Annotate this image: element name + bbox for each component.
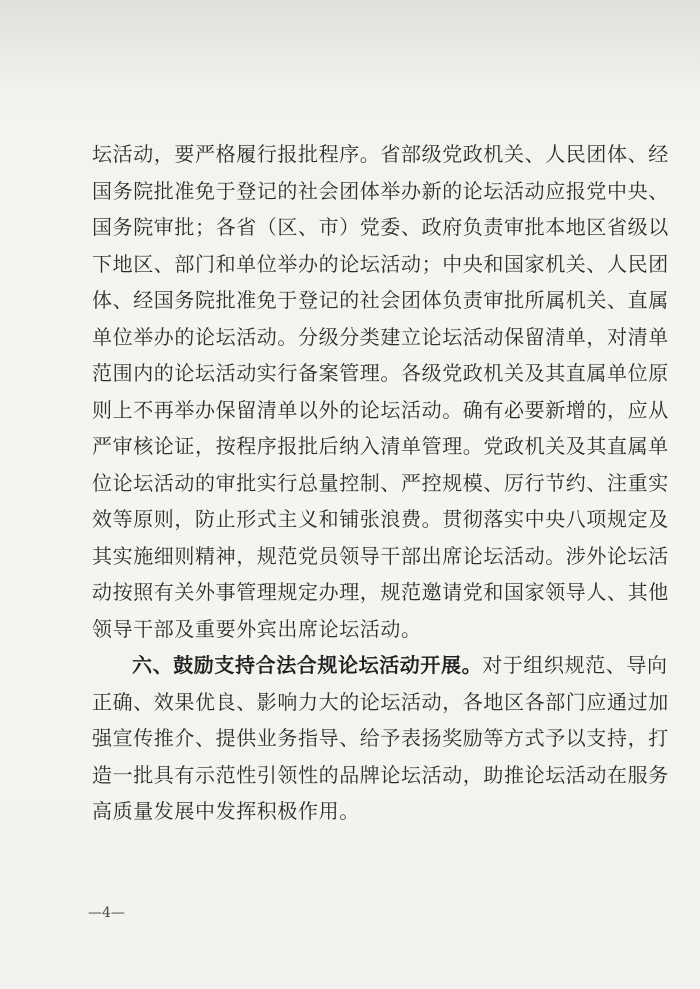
text-line: 体、经国务院批准免于登记的社会团体负责审批所属机关、直属 [92,288,669,312]
section-six-first-line [92,647,668,684]
body-text [92,136,669,830]
scan-shadow [0,0,700,90]
section-six-first-line-text: 对于组织规范、导向 [482,653,668,677]
page-number: —4— [88,905,125,921]
text-line: 国务院审批；各省（区、市）党委、政府负责审批本地区省级以 [92,215,669,239]
text-line: 动按照有关外事管理规定办理，规范邀请党和国家领导人、其他 [92,580,669,604]
text-line: 领导干部及重要外宾出席论坛活动。 [92,616,422,641]
text-line: 其实施细则精神，规范党员领导干部出席论坛活动。涉外论坛活 [92,543,669,568]
text-line: 效等原则，防止形式主义和铺张浪费。贯彻落实中央八项规定及 [92,507,669,531]
text-line: 单位举办的论坛活动。分级分类建立论坛活动保留清单，对清单 [92,324,669,349]
text-line: 国务院批准免于登记的社会团体举办新的论坛活动应报党中央、 [92,178,669,203]
text-line: 造一批具有示范性引领性的品牌论坛活动，助推论坛活动在服务 [92,762,669,787]
text-line: 强宣传推介、提供业务指导、给予表扬奖励等方式予以支持，打 [92,726,669,750]
text-line: 高质量发展中发挥积极作用。 [92,799,360,823]
text-line: 严审核论证，按程序报批后纳入清单管理。党政机关及其直属单 [92,434,669,458]
text-line: 范围内的论坛活动实行备案管理。各级党政机关及其直属单位原 [92,361,669,385]
text-line: 则上不再举办保留清单以外的论坛活动。确有必要新增的，应从 [92,397,669,422]
text-line: 正确、效果优良、影响力大的论坛活动，各地区各部门应通过加 [92,689,669,714]
section-six-heading: 六、鼓励支持合法合规论坛活动开展。 [132,653,483,677]
text-line: 下地区、部门和单位举办的论坛活动；中央和国家机关、人民团 [92,251,669,276]
text-line: 位论坛活动的审批实行总量控制、严控规模、厉行节约、注重实 [92,470,669,495]
text-line: 坛活动，要严格履行报批程序。省部级党政机关、人民团体、经 [92,142,669,166]
